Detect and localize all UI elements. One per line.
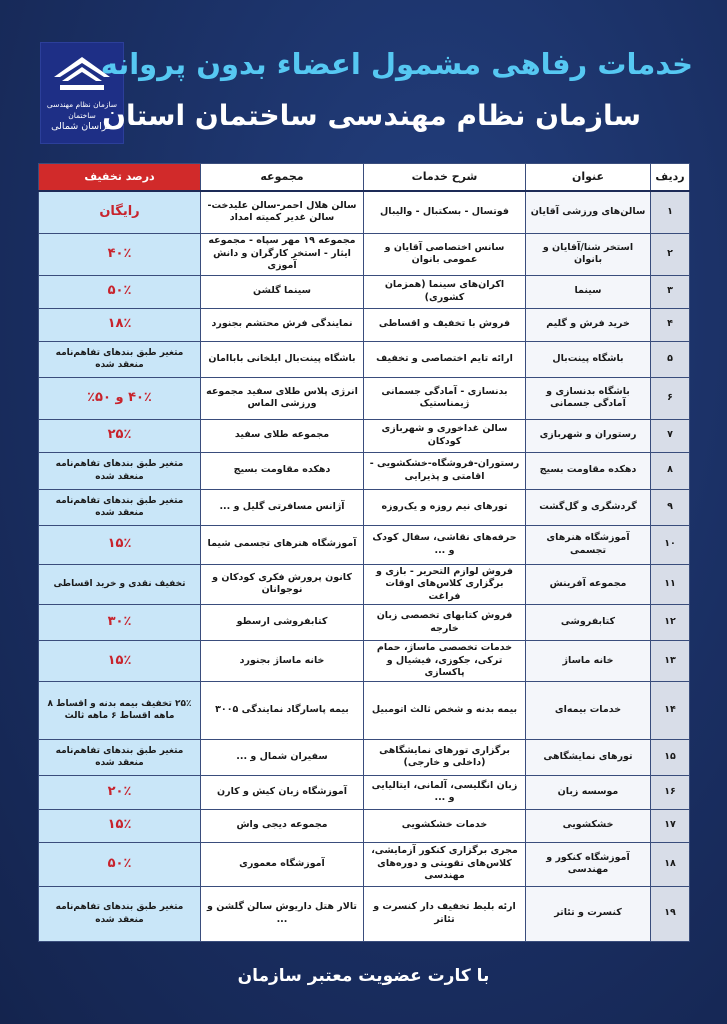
- column-header-title: عنوان: [526, 164, 651, 192]
- cell-index: ۱۵: [651, 739, 690, 775]
- cell-discount: ۲۵٪ تخفیف بیمه بدنه و اقساط ۸ ماهه اقساط ۶ ماهه ثالث: [39, 681, 201, 739]
- cell-title: مجموعه آفرینش: [526, 564, 651, 605]
- cell-discount: ۱۵٪: [39, 809, 201, 842]
- cell-description: خدمات خشکشویی: [364, 809, 526, 842]
- cell-title: گردشگری و گل‌گشت: [526, 489, 651, 525]
- cell-index: ۱۶: [651, 775, 690, 809]
- cell-index: ۱: [651, 191, 690, 233]
- cell-description: بیمه بدنه و شخص ثالث اتومبیل: [364, 681, 526, 739]
- cell-title: سینما: [526, 275, 651, 308]
- cell-provider: آموزشگاه هنرهای تجسمی شیما: [201, 525, 364, 564]
- cell-provider: انرژی پلاس طلای سفید مجموعه ورزشی الماس: [201, 377, 364, 419]
- cell-provider: خانه ماساژ بجنورد: [201, 641, 364, 682]
- cell-index: ۷: [651, 419, 690, 452]
- cell-provider: مجموعه طلای سفید: [201, 419, 364, 452]
- table-row: [39, 489, 690, 525]
- cell-description: سانس اختصاصی آقایان و عمومی بانوان: [364, 233, 526, 275]
- cell-description: فوتسال - بسکتبال - والیبال: [364, 191, 526, 233]
- cell-title: استخر شنا/آقایان و بانوان: [526, 233, 651, 275]
- cell-description: تورهای نیم روزه و یک‌روزه: [364, 489, 526, 525]
- table-row: [39, 233, 690, 275]
- cell-index: ۹: [651, 489, 690, 525]
- cell-provider: کانون پرورش فکری کودکان و نوجوانان: [201, 564, 364, 605]
- cell-description: سالن غداخوری و شهربازی کودکان: [364, 419, 526, 452]
- cell-title: باشگاه بدنسازی و آمادگی جسمانی: [526, 377, 651, 419]
- cell-provider: تالار هتل داریوش سالن گلشن و ...: [201, 886, 364, 941]
- column-header-discount: درصد تخفیف: [39, 164, 201, 192]
- table-row: [39, 452, 690, 489]
- table-header-row: [39, 164, 690, 192]
- table-row: [39, 275, 690, 308]
- cell-description: بدنسازی - آمادگی جسمانی ژیمناستیک: [364, 377, 526, 419]
- cell-discount: ۵۰٪: [39, 275, 201, 308]
- cell-title: خرید فرش و گلیم: [526, 308, 651, 341]
- cell-index: ۴: [651, 308, 690, 341]
- cell-discount: تخفیف نقدی و خرید اقساطی: [39, 564, 201, 605]
- cell-description: زبان انگلیسی، آلمانی، ایتالیایی و ...: [364, 775, 526, 809]
- cell-provider: آموزشگاه معموری: [201, 842, 364, 886]
- cell-title: سالن‌های ورزشی آقایان: [526, 191, 651, 233]
- table-row: [39, 419, 690, 452]
- cell-discount: متغیر طبق بندهای تفاهم‌نامه منعقد شده: [39, 452, 201, 489]
- cell-discount: ۲۵٪: [39, 419, 201, 452]
- column-header-provider: مجموعه: [201, 164, 364, 192]
- column-header-index: ردیف: [651, 164, 690, 192]
- table-row: [39, 525, 690, 564]
- footer-note: با کارت عضویت معتبر سازمان: [237, 966, 490, 986]
- cell-title: تورهای نمایشگاهی: [526, 739, 651, 775]
- cell-title: کتابفروشی: [526, 605, 651, 641]
- cell-provider: سفیران شمال و ...: [201, 739, 364, 775]
- cell-provider: آموزشگاه زبان کیش و کارن: [201, 775, 364, 809]
- logo-line-1: سازمان نظام مهندسی ساختمان: [46, 100, 118, 120]
- cell-provider: مجموعه دیجی واش: [201, 809, 364, 842]
- cell-index: ۳: [651, 275, 690, 308]
- column-header-description: شرح خدمات: [364, 164, 526, 192]
- cell-index: ۸: [651, 452, 690, 489]
- table-row: [39, 564, 690, 605]
- table-row: [39, 842, 690, 886]
- cell-index: ۵: [651, 341, 690, 377]
- cell-discount: ۲۰٪: [39, 775, 201, 809]
- cell-index: ۲: [651, 233, 690, 275]
- cell-provider: آژانس مسافرتی گلیل و ...: [201, 489, 364, 525]
- cell-index: ۱۹: [651, 886, 690, 941]
- table-row: [39, 605, 690, 641]
- cell-index: ۱۱: [651, 564, 690, 605]
- table-row: [39, 809, 690, 842]
- cell-index: ۱۴: [651, 681, 690, 739]
- cell-title: آموزشگاه کنکور و مهندسی: [526, 842, 651, 886]
- cell-discount: ۳۰٪: [39, 605, 201, 641]
- cell-description: برگزاری تورهای نمایشگاهی (داخلی و خارجی): [364, 739, 526, 775]
- cell-description: فروش کتابهای تخصصی زبان خارجه: [364, 605, 526, 641]
- table-row: [39, 681, 690, 739]
- cell-index: ۱۷: [651, 809, 690, 842]
- page-subtitle: سازمان نظام مهندسی ساختمان استان: [102, 99, 641, 132]
- cell-title: کنسرت و تئاتر: [526, 886, 651, 941]
- cell-provider: مجموعه ۱۹ مهر سپاه - مجموعه ایثار - استخر کارگران و دانش آموزی: [201, 233, 364, 275]
- cell-provider: سینما گلشن: [201, 275, 364, 308]
- cell-discount: ۵۰٪: [39, 842, 201, 886]
- cell-description: خدمات تخصصی ماساژ، حمام ترکی، جکوزی، فیشیال و پاکسازی: [364, 641, 526, 682]
- table-row: [39, 775, 690, 809]
- cell-index: ۱۲: [651, 605, 690, 641]
- cell-discount: ۱۸٪: [39, 308, 201, 341]
- cell-title: رستوران و شهربازی: [526, 419, 651, 452]
- table-row: [39, 191, 690, 233]
- table-row: [39, 886, 690, 941]
- table-row: [39, 641, 690, 682]
- table-row: [39, 308, 690, 341]
- cell-index: ۱۸: [651, 842, 690, 886]
- page-title: خدمات رفاهی مشمول اعضاء بدون پروانه: [100, 47, 693, 81]
- cell-discount: رایگان: [39, 191, 201, 233]
- services-table-container: [38, 163, 689, 942]
- table-body: [39, 191, 690, 941]
- cell-description: فروش لوازم التحریر - بازی و برگزاری کلاس‌های اوقات فراغت: [364, 564, 526, 605]
- cell-provider: سالن هلال احمر-سالن علیدخت-سالن غدیر کمیته امداد: [201, 191, 364, 233]
- table-row: [39, 341, 690, 377]
- cell-index: ۶: [651, 377, 690, 419]
- cell-title: دهکده مقاومت بسیج: [526, 452, 651, 489]
- cell-title: خانه ماساژ: [526, 641, 651, 682]
- cell-index: ۱۳: [651, 641, 690, 682]
- cell-title: خدمات بیمه‌ای: [526, 681, 651, 739]
- cell-description: ارئه بلیط تخفیف دار کنسرت و تئاتر: [364, 886, 526, 941]
- cell-description: ارائه تایم اختصاصی و تخفیف: [364, 341, 526, 377]
- cell-description: مجری برگزاری کنکور آزمایشی، کلاس‌های تقویتی و دوره‌های مهندسی: [364, 842, 526, 886]
- logo-line-2: خراسان شمالی: [51, 121, 113, 132]
- cell-title: آموزشگاه هنرهای تجسمی: [526, 525, 651, 564]
- cell-title: خشکشویی: [526, 809, 651, 842]
- cell-discount: ۴۰٪ و ۵۰٪: [39, 377, 201, 419]
- cell-discount: متغیر طبق بندهای تفاهم‌نامه منعقد شده: [39, 739, 201, 775]
- cell-description: رستوران-فروشگاه-خشکشویی - اقامتی و پذیرایی: [364, 452, 526, 489]
- cell-discount: ۴۰٪: [39, 233, 201, 275]
- cell-discount: ۱۵٪: [39, 641, 201, 682]
- cell-discount: متغیر طبق بندهای تفاهم‌نامه منعقد شده: [39, 886, 201, 941]
- cell-provider: بیمه پاسارگاد نمایندگی ۳۰۰۵: [201, 681, 364, 739]
- cell-discount: متغیر طبق بندهای تفاهم‌نامه منعقد شده: [39, 341, 201, 377]
- table-row: [39, 377, 690, 419]
- cell-title: موسسه زبان: [526, 775, 651, 809]
- services-table: [38, 163, 690, 942]
- cell-description: حرفه‌های نقاشی، سفال کودک و ...: [364, 525, 526, 564]
- cell-provider: باشگاه پینت‌بال ایلخانی باباامان: [201, 341, 364, 377]
- cell-description: اکران‌های سینما (همزمان کشوری): [364, 275, 526, 308]
- cell-provider: دهکده مقاومت بسیج: [201, 452, 364, 489]
- cell-title: باشگاه پینت‌بال: [526, 341, 651, 377]
- table-row: [39, 739, 690, 775]
- cell-provider: نمایندگی فرش محتشم بجنورد: [201, 308, 364, 341]
- cell-provider: کتابفروشی ارسطو: [201, 605, 364, 641]
- cell-discount: متغیر طبق بندهای تفاهم‌نامه منعقد شده: [39, 489, 201, 525]
- cell-description: فروش با تخفیف و اقساطی: [364, 308, 526, 341]
- cell-discount: ۱۵٪: [39, 525, 201, 564]
- cell-index: ۱۰: [651, 525, 690, 564]
